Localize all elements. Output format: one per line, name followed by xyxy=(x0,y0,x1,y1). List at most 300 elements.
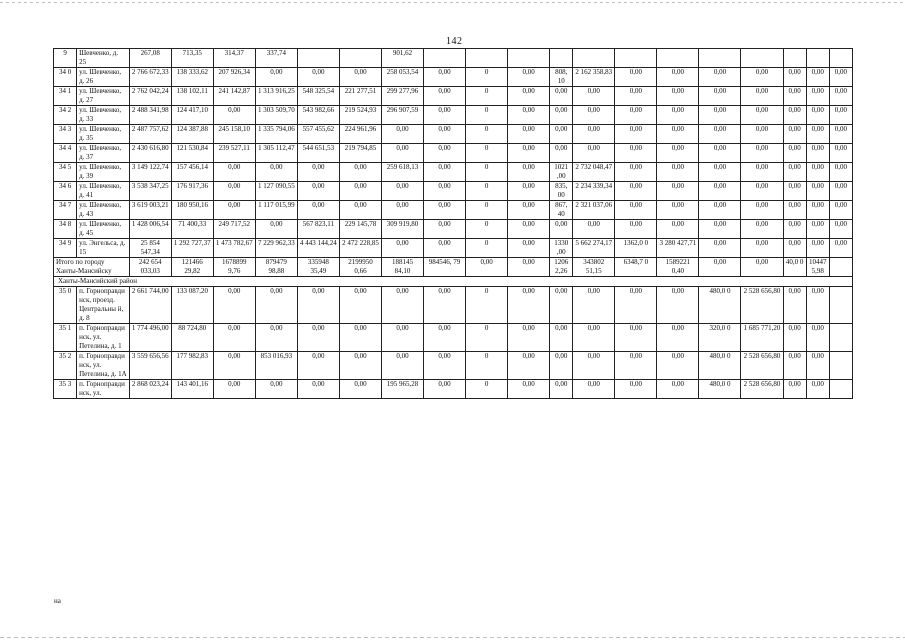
value-cell: 0,00 xyxy=(783,239,806,258)
value-cell: 0,00 xyxy=(657,352,699,380)
value-cell: 0,00 xyxy=(829,182,852,201)
value-cell: 0,00 xyxy=(657,125,699,144)
value-cell: 0,00 xyxy=(550,106,573,125)
value-cell: 0,00 xyxy=(255,324,297,352)
address-cell: ул. Энгельса, д. 15 xyxy=(77,239,130,258)
address-cell: ул. Шевченко, д. 39 xyxy=(77,163,130,182)
value-cell: 0,00 xyxy=(508,163,550,182)
address-cell: п. Горноправди нск, проезд. Центральны й, д. 8 xyxy=(77,287,130,324)
total-value-cell: 121466 29,82 xyxy=(171,258,213,277)
value-cell xyxy=(829,287,852,324)
value-cell: 1 428 006,54 xyxy=(129,220,171,239)
value-cell: 0 xyxy=(466,239,508,258)
value-cell: 0,00 xyxy=(424,163,466,182)
value-cell: 0,00 xyxy=(424,182,466,201)
table-row xyxy=(54,163,853,182)
value-cell: 0,00 xyxy=(783,68,806,87)
value-cell: 0,00 xyxy=(424,125,466,144)
value-cell: 2 234 339,34 xyxy=(573,182,615,201)
table-row xyxy=(54,220,853,239)
value-cell: 0,00 xyxy=(213,287,255,324)
value-cell: 0,00 xyxy=(829,106,852,125)
value-cell: 0,00 xyxy=(550,287,573,324)
value-cell: 557 455,62 xyxy=(297,125,339,144)
value-cell: 0,00 xyxy=(508,287,550,324)
value-cell: 0,00 xyxy=(806,68,829,87)
value-cell: 2 762 042,24 xyxy=(129,87,171,106)
address-cell: ул. Шевченко, д. 26 xyxy=(77,68,130,87)
value-cell: 901,62 xyxy=(381,49,423,68)
value-cell: 3 619 003,21 xyxy=(129,201,171,220)
total-value-cell: 10447 5,98 xyxy=(806,258,829,277)
value-cell xyxy=(550,49,573,68)
value-cell: 0,00 xyxy=(806,125,829,144)
empty-cell xyxy=(829,258,852,277)
value-cell: 0,00 xyxy=(829,87,852,106)
value-cell: 0,00 xyxy=(424,380,466,399)
table-row xyxy=(54,324,853,352)
value-cell: 0,00 xyxy=(615,182,657,201)
value-cell: 0 xyxy=(466,163,508,182)
value-cell: 0 xyxy=(466,87,508,106)
value-cell: 4 443 144,24 xyxy=(297,239,339,258)
value-cell: 0,00 xyxy=(381,201,423,220)
value-cell: 1 117 015,99 xyxy=(255,201,297,220)
value-cell: 0,00 xyxy=(806,163,829,182)
value-cell: 0,00 xyxy=(573,106,615,125)
value-cell: 207 926,34 xyxy=(213,68,255,87)
value-cell: 0,00 xyxy=(783,324,806,352)
value-cell: 0,00 xyxy=(573,287,615,324)
value-cell: 0,00 xyxy=(741,220,783,239)
value-cell: 0,00 xyxy=(339,287,381,324)
value-cell: 0,00 xyxy=(615,106,657,125)
value-cell: 0,00 xyxy=(657,324,699,352)
value-cell: 0,00 xyxy=(550,87,573,106)
value-cell: 2 766 672,33 xyxy=(129,68,171,87)
value-cell xyxy=(783,49,806,68)
value-cell: 320,0 0 xyxy=(699,324,741,352)
value-cell: 567 823,11 xyxy=(297,220,339,239)
value-cell: 0,00 xyxy=(741,87,783,106)
address-cell: п. Горноправди нск, ул. Петелина, д. 1 xyxy=(77,324,130,352)
value-cell: 1362,0 0 xyxy=(615,239,657,258)
value-cell: 2 430 616,80 xyxy=(129,144,171,163)
scan-edge-top xyxy=(0,2,905,3)
value-cell: 0,00 xyxy=(573,352,615,380)
value-cell: 0,00 xyxy=(573,144,615,163)
value-cell: 0,00 xyxy=(741,125,783,144)
value-cell: 143 401,16 xyxy=(171,380,213,399)
value-cell: 0,00 xyxy=(255,220,297,239)
value-cell: 0,00 xyxy=(829,239,852,258)
value-cell: 0 xyxy=(466,380,508,399)
region-title: Ханты-Мансийский район xyxy=(54,277,853,287)
value-cell: 0,00 xyxy=(424,324,466,352)
value-cell: 0,00 xyxy=(550,324,573,352)
value-cell: 0,00 xyxy=(829,201,852,220)
value-cell: 258 053,54 xyxy=(381,68,423,87)
row-number-cell: 34 4 xyxy=(54,144,77,163)
table-row xyxy=(54,239,853,258)
value-cell: 0,00 xyxy=(699,182,741,201)
value-cell: 138 333,62 xyxy=(171,68,213,87)
value-cell: 713,35 xyxy=(171,49,213,68)
value-cell xyxy=(829,380,852,399)
value-cell: 0,00 xyxy=(297,352,339,380)
total-value-cell: 0,00 xyxy=(741,258,783,277)
value-cell: 2 488 341,98 xyxy=(129,106,171,125)
value-cell: 0,00 xyxy=(255,287,297,324)
value-cell: 0,00 xyxy=(699,220,741,239)
value-cell: 337,74 xyxy=(255,49,297,68)
value-cell: 0,00 xyxy=(339,380,381,399)
value-cell: 0,00 xyxy=(741,106,783,125)
value-cell xyxy=(829,352,852,380)
value-cell: 0,00 xyxy=(806,380,829,399)
value-cell: 138 102,11 xyxy=(171,87,213,106)
value-cell: 0,00 xyxy=(381,287,423,324)
value-cell: 0 xyxy=(466,182,508,201)
value-cell: 0,00 xyxy=(615,144,657,163)
value-cell: 0,00 xyxy=(741,68,783,87)
value-cell: 0,00 xyxy=(381,125,423,144)
table-row xyxy=(54,106,853,125)
address-cell: ул. Шевченко, д. 33 xyxy=(77,106,130,125)
address-cell: п. Горноправди нск, ул. Петелина, д. 1А xyxy=(77,352,130,380)
value-cell: 0,00 xyxy=(255,380,297,399)
page-number: 142 xyxy=(446,36,463,47)
value-cell: 0,00 xyxy=(741,144,783,163)
value-cell xyxy=(424,49,466,68)
value-cell: 0,00 xyxy=(213,352,255,380)
value-cell: 0,00 xyxy=(615,125,657,144)
total-value-cell: 984546, 79 xyxy=(424,258,466,277)
value-cell: 0,00 xyxy=(297,287,339,324)
value-cell: 0,00 xyxy=(508,125,550,144)
value-cell: 1 305 112,47 xyxy=(255,144,297,163)
address-cell: ул. Шевченко, д. 37 xyxy=(77,144,130,163)
value-cell: 0,00 xyxy=(615,352,657,380)
value-cell: 0,00 xyxy=(550,144,573,163)
value-cell xyxy=(741,49,783,68)
row-number-cell: 35 1 xyxy=(54,324,77,352)
value-cell: 224 961,96 xyxy=(339,125,381,144)
value-cell: 0,00 xyxy=(508,201,550,220)
value-cell: 314,37 xyxy=(213,49,255,68)
value-cell: 133 087,20 xyxy=(171,287,213,324)
total-value-cell: 879479 98,88 xyxy=(255,258,297,277)
row-number-cell: 35 0 xyxy=(54,287,77,324)
footnote: на xyxy=(54,597,61,605)
total-row xyxy=(54,258,853,277)
value-cell: 71 400,33 xyxy=(171,220,213,239)
value-cell: 0,00 xyxy=(339,352,381,380)
value-cell: 239 527,11 xyxy=(213,144,255,163)
value-cell: 0,00 xyxy=(297,380,339,399)
value-cell: 0,00 xyxy=(573,87,615,106)
value-cell: 180 950,16 xyxy=(171,201,213,220)
value-cell: 0,00 xyxy=(783,125,806,144)
value-cell: 0,00 xyxy=(297,182,339,201)
value-cell: 0,00 xyxy=(783,352,806,380)
value-cell: 249 717,52 xyxy=(213,220,255,239)
value-cell xyxy=(806,49,829,68)
row-number-cell: 35 2 xyxy=(54,352,77,380)
value-cell: 0,00 xyxy=(339,201,381,220)
value-cell: 0 xyxy=(466,324,508,352)
value-cell: 0,00 xyxy=(297,163,339,182)
scan-edge-bottom xyxy=(0,637,905,638)
value-cell xyxy=(829,324,852,352)
value-cell: 0,00 xyxy=(424,106,466,125)
value-cell: 0,00 xyxy=(615,87,657,106)
value-cell: 2 528 656,80 xyxy=(741,287,783,324)
value-cell: 0,00 xyxy=(424,144,466,163)
value-cell xyxy=(339,49,381,68)
value-cell: 0,00 xyxy=(508,220,550,239)
value-cell: 0,00 xyxy=(657,87,699,106)
row-number-cell: 34 6 xyxy=(54,182,77,201)
value-cell: 0,00 xyxy=(424,352,466,380)
value-cell: 0 xyxy=(466,352,508,380)
value-cell: 0,00 xyxy=(255,163,297,182)
value-cell: 1 685 771,20 xyxy=(741,324,783,352)
value-cell: 229 145,78 xyxy=(339,220,381,239)
value-cell: 1 127 090,55 xyxy=(255,182,297,201)
address-cell: ул. Шевченко, д. 45 xyxy=(77,220,130,239)
value-cell: 0,00 xyxy=(339,163,381,182)
value-cell: 0,00 xyxy=(381,144,423,163)
value-cell: 7 229 962,33 xyxy=(255,239,297,258)
value-cell: 0,00 xyxy=(829,220,852,239)
row-number-cell: 34 0 xyxy=(54,68,77,87)
value-cell: 0,00 xyxy=(699,239,741,258)
value-cell: 0,00 xyxy=(213,163,255,182)
table-row xyxy=(54,125,853,144)
value-cell: 0,00 xyxy=(657,144,699,163)
row-number-cell: 35 3 xyxy=(54,380,77,399)
value-cell: 480,0 0 xyxy=(699,380,741,399)
table-row xyxy=(54,182,853,201)
value-cell: 0,00 xyxy=(508,352,550,380)
value-cell: 0,00 xyxy=(699,201,741,220)
value-cell: 2 732 048,47 xyxy=(573,163,615,182)
table-row xyxy=(54,144,853,163)
value-cell: 241 142,87 xyxy=(213,87,255,106)
value-cell: 0,00 xyxy=(657,201,699,220)
value-cell: 259 618,13 xyxy=(381,163,423,182)
value-cell: 544 651,53 xyxy=(297,144,339,163)
value-cell: 0,00 xyxy=(657,106,699,125)
value-cell: 3 538 347,25 xyxy=(129,182,171,201)
table-row xyxy=(54,49,853,68)
value-cell: 0,00 xyxy=(741,163,783,182)
value-cell: 157 456,14 xyxy=(171,163,213,182)
value-cell: 2 528 656,80 xyxy=(741,380,783,399)
total-value-cell: 0,00 xyxy=(466,258,508,277)
address-cell: ул. Шевченко, д. 27 xyxy=(77,87,130,106)
value-cell: 0,00 xyxy=(829,163,852,182)
value-cell: 0,00 xyxy=(508,106,550,125)
value-cell: 0,00 xyxy=(829,68,852,87)
value-cell: 1 292 727,37 xyxy=(171,239,213,258)
value-cell: 2 487 757,62 xyxy=(129,125,171,144)
value-cell: 0,00 xyxy=(381,352,423,380)
value-cell xyxy=(699,49,741,68)
value-cell: 0,00 xyxy=(657,163,699,182)
value-cell: 1 774 496,00 xyxy=(129,324,171,352)
table-row xyxy=(54,68,853,87)
value-cell: 0,00 xyxy=(699,125,741,144)
value-cell: 0,00 xyxy=(615,220,657,239)
value-cell: 0,00 xyxy=(424,201,466,220)
value-cell: 0,00 xyxy=(508,87,550,106)
value-cell: 1 473 782,67 xyxy=(213,239,255,258)
value-cell: 0,00 xyxy=(508,182,550,201)
row-number-cell: 34 1 xyxy=(54,87,77,106)
value-cell: 0 xyxy=(466,106,508,125)
value-cell: 1021 ,00 xyxy=(550,163,573,182)
value-cell: 296 907,59 xyxy=(381,106,423,125)
address-cell: ул. Шевченко, д. 41 xyxy=(77,182,130,201)
row-number-cell: 34 8 xyxy=(54,220,77,239)
value-cell: 0,00 xyxy=(550,220,573,239)
value-cell: 0,00 xyxy=(213,201,255,220)
value-cell: 88 724,80 xyxy=(171,324,213,352)
value-cell: 480,0 0 xyxy=(699,287,741,324)
value-cell: 0,00 xyxy=(255,68,297,87)
value-cell xyxy=(573,49,615,68)
value-cell: 0,00 xyxy=(741,201,783,220)
value-cell: 0,00 xyxy=(381,182,423,201)
value-cell xyxy=(297,49,339,68)
data-table xyxy=(53,48,853,399)
table-row xyxy=(54,287,853,324)
total-label: Итого по городу Ханты-Мансийску xyxy=(54,258,130,277)
value-cell: 0,00 xyxy=(550,380,573,399)
value-cell: 245 158,10 xyxy=(213,125,255,144)
value-cell xyxy=(508,49,550,68)
value-cell: 548 325,54 xyxy=(297,87,339,106)
value-cell: 0,00 xyxy=(573,380,615,399)
value-cell: 3 280 427,71 xyxy=(657,239,699,258)
value-cell: 0,00 xyxy=(699,106,741,125)
total-value-cell: 0,00 xyxy=(699,258,741,277)
value-cell: 267,08 xyxy=(129,49,171,68)
row-number-cell: 34 3 xyxy=(54,125,77,144)
value-cell: 0,00 xyxy=(339,182,381,201)
value-cell xyxy=(657,49,699,68)
value-cell: 0,00 xyxy=(657,68,699,87)
value-cell xyxy=(829,49,852,68)
value-cell: 0,00 xyxy=(806,352,829,380)
total-value-cell: 6348,7 0 xyxy=(615,258,657,277)
row-number-cell: 9 xyxy=(54,49,77,68)
value-cell: 0,00 xyxy=(573,220,615,239)
value-cell: 0,00 xyxy=(783,144,806,163)
address-cell: ул. Шевченко, д. 35 xyxy=(77,125,130,144)
value-cell: 0,00 xyxy=(783,106,806,125)
value-cell: 0,00 xyxy=(699,163,741,182)
value-cell: 0,00 xyxy=(615,324,657,352)
value-cell: 0 xyxy=(466,201,508,220)
value-cell: 0 xyxy=(466,220,508,239)
value-cell: 0,00 xyxy=(699,68,741,87)
row-number-cell: 34 5 xyxy=(54,163,77,182)
value-cell: 2 661 744,00 xyxy=(129,287,171,324)
value-cell: 25 854 547,34 xyxy=(129,239,171,258)
value-cell: 0,00 xyxy=(741,239,783,258)
value-cell: 0,00 xyxy=(508,68,550,87)
table-row xyxy=(54,201,853,220)
value-cell: 0,00 xyxy=(508,239,550,258)
value-cell xyxy=(615,49,657,68)
value-cell: 3 559 656,56 xyxy=(129,352,171,380)
value-cell: 0,00 xyxy=(381,239,423,258)
value-cell: 0,00 xyxy=(297,68,339,87)
value-cell: 121 530,84 xyxy=(171,144,213,163)
value-cell: 0,00 xyxy=(297,324,339,352)
value-cell: 176 917,36 xyxy=(171,182,213,201)
row-number-cell: 34 7 xyxy=(54,201,77,220)
value-cell: 1 303 509,70 xyxy=(255,106,297,125)
value-cell: 2 528 656,80 xyxy=(741,352,783,380)
value-cell: 309 919,80 xyxy=(381,220,423,239)
table-row xyxy=(54,352,853,380)
total-value-cell: 0,00 xyxy=(508,258,550,277)
total-value-cell: 343802 51,15 xyxy=(573,258,615,277)
value-cell: 0,00 xyxy=(657,182,699,201)
value-cell: 0,00 xyxy=(806,106,829,125)
value-cell: 0,00 xyxy=(573,324,615,352)
value-cell: 0,00 xyxy=(783,220,806,239)
value-cell: 867, 40 xyxy=(550,201,573,220)
value-cell: 124 417,10 xyxy=(171,106,213,125)
value-cell: 0,00 xyxy=(806,239,829,258)
value-cell: 0,00 xyxy=(783,287,806,324)
value-cell: 1 335 794,06 xyxy=(255,125,297,144)
total-value-cell: 188145 84,10 xyxy=(381,258,423,277)
value-cell: 0,00 xyxy=(829,125,852,144)
value-cell: 0,00 xyxy=(783,182,806,201)
value-cell: 0 xyxy=(466,144,508,163)
value-cell: 0,00 xyxy=(657,287,699,324)
value-cell: 0,00 xyxy=(806,87,829,106)
total-value-cell: 40,0 0 xyxy=(783,258,806,277)
value-cell: 0,00 xyxy=(424,87,466,106)
value-cell: 1330 ,00 xyxy=(550,239,573,258)
value-cell: 543 982,66 xyxy=(297,106,339,125)
value-cell: 0,00 xyxy=(783,201,806,220)
value-cell: 177 982,83 xyxy=(171,352,213,380)
value-cell: 124 387,88 xyxy=(171,125,213,144)
value-cell: 0,00 xyxy=(424,68,466,87)
value-cell: 0,00 xyxy=(508,324,550,352)
value-cell: 0,00 xyxy=(806,220,829,239)
value-cell: 0,00 xyxy=(806,201,829,220)
value-cell: 0,00 xyxy=(213,380,255,399)
value-cell: 0,00 xyxy=(381,324,423,352)
value-cell: 0,00 xyxy=(424,239,466,258)
table-row xyxy=(54,380,853,399)
value-cell: 0,00 xyxy=(783,87,806,106)
value-cell: 0,00 xyxy=(829,144,852,163)
value-cell: 5 662 274,17 xyxy=(573,239,615,258)
value-cell: 0,00 xyxy=(213,324,255,352)
value-cell: 195 965,28 xyxy=(381,380,423,399)
value-cell: 0,00 xyxy=(741,182,783,201)
